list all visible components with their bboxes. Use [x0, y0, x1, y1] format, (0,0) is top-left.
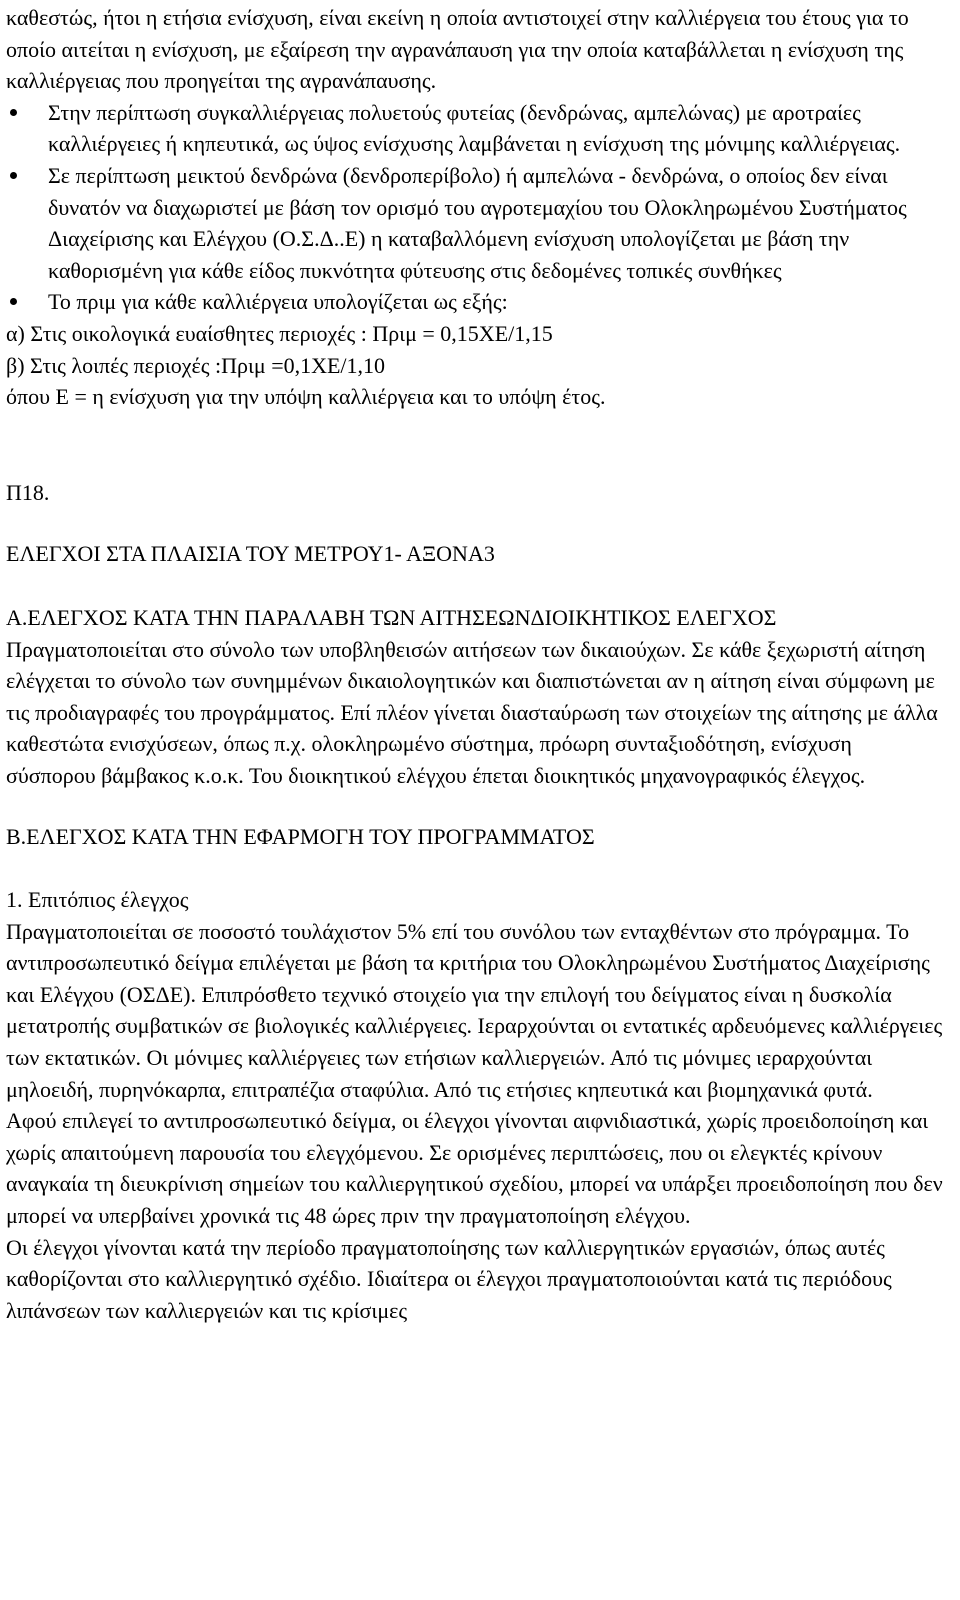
bullet-item [6, 97, 946, 160]
item-title: 1. Επιτόπιος έλεγχος [6, 887, 189, 913]
formula-line-a: α) Στις οικολογικά ευαίσθητες περιοχές : Πριμ = 0,15ΧΕ/1,15 [6, 320, 553, 346]
subsection-b-heading: Β.ΕΛΕΓΧΟΣ ΚΑΤΑ ΤΗΝ ΕΦΑΡΜΟΓΗ ΤΟΥ ΠΡΟΓΡΑΜΜΑΤΟΣ [6, 824, 595, 850]
formula-line-b: β) Στις λοιπές περιοχές :Πριμ =0,1ΧΕ/1,10 [6, 352, 386, 378]
body-paragraph: Πραγματοποιείται σε ποσοστό τουλάχιστον 5% επί του συνόλου των ενταχθέντων στο πρόγραμμα. Το αντιπροσωπευτικό δείγμα επιλέγεται με βάση τα κριτήρια του Ολοκληρωμένου Συστήματος Διαχείρισης και Ελέγχου (ΟΣΔΕ). Επιπρόσθετο τεχνικό στοιχείο για την επιλογή του δείγματος είναι η δυσκολία μετατροπής συμβατικών σε βιολογικές καλλιέργειες. Ιεραρχούνται οι εντατικές αρδευόμενες καλλιέργειες των εκτατικών. Οι μόνιμες καλλιέργειες των ετήσιων καλλιεργειών. Από τις μόνιμες ιεραρχούνται μηλοειδή, πυρηνόκαρπα, επιτραπέζια σταφύλια. Από τις ετήσιες κηπευτικά και βιομηχανικά φυτά. [6, 918, 943, 1102]
bullet-dot-icon [10, 298, 17, 305]
bullet-list [6, 97, 946, 318]
subsection-a-heading: Α.ΕΛΕΓΧΟΣ ΚΑΤΑ ΤΗΝ ΠΑΡΑΛΑΒΗ ΤΩΝ ΑΙΤΗΣΕΩΝΔΙΟΙΚΗΤΙΚΟΣ ΕΛΕΓΧΟΣ [6, 604, 777, 630]
body-paragraph: Αφού επιλεγεί το αντιπροσωπευτικό δείγμα, οι έλεγχοι γίνονται αιφνιδιαστικά, χωρίς προειδοποίηση και χωρίς απαιτούμενη παρουσία του ελεγχόμενου. Σε ορισμένες περιπτώσεις, που οι ελεγκτές κρίνουν αναγκαία τη διευκρίνιση σημείων του καλλιεργητικού σχεδίου, μπορεί να υπάρξει προειδοποίηση που δεν μπορεί να υπερβαίνει χρονικά τις 48 ώρες πριν την πραγματοποίηση ελέγχου. [6, 1108, 943, 1228]
bullet-item [6, 160, 946, 286]
section-code: Π18. [6, 479, 50, 505]
bullet-dot-icon [10, 172, 17, 179]
formula-note: όπου Ε = η ενίσχυση για την υπόψη καλλιέργεια και το υπόψη έτος. [6, 384, 606, 410]
document-page [6, 2, 946, 1326]
section-title: ΕΛΕΓΧΟΙ ΣΤΑ ΠΛΑΙΣΙΑ ΤΟΥ ΜΕΤΡΟΥ1- ΑΞΟΝΑ3 [6, 541, 495, 567]
bullet-dot-icon [10, 109, 17, 116]
bullet-text: Το πριμ για κάθε καλλιέργεια υπολογίζεται ως εξής: [48, 289, 508, 315]
bullet-item [6, 286, 946, 318]
bullet-text: Στην περίπτωση συγκαλλιέργειας πολυετούς φυτείας (δενδρώνας, αμπελώνας) με αροτραίες καλλιέργειες ή κηπευτικά, ως ύψος ενίσχυσης λαμβάνεται η ενίσχυση της μόνιμης καλλιέργειας. [48, 99, 901, 157]
subsection-a-body: Πραγματοποιείται στο σύνολο των υποβληθεισών αιτήσεων των δικαιούχων. Σε κάθε ξεχωριστή αίτηση ελέγχεται το σύνολο των συνημμένων δικαιολογητικών και διαπιστώνεται αν η αίτηση είναι σύμφωνη με τις προδιαγραφές του προγράμματος. Επί πλέον γίνεται διασταύρωση των στοιχείων της αίτησης με άλλα καθεστώτα ενισχύσεων, όπως π.χ. ολοκληρωμένο σύστημα, πρόωρη συνταξιοδότηση, ενίσχυση σύσπορου βάμβακος κ.ο.κ. Του διοικητικού ελέγχου έπεται διοικητικός μηχανογραφικός έλεγχος. [6, 636, 938, 788]
bullet-text: Σε περίπτωση μεικτού δενδρώνα (δενδροπερίβολο) ή αμπελώνα - δενδρώνα, ο οποίος δεν είναι δυνατόν να διαχωριστεί με βάση τον ορισμό του αγροτεμαχίου του Ολοκληρωμένου Συστήματος Διαχείρισης και Ελέγχου (Ο.Σ.Δ..Ε) η καταβαλλόμενη ενίσχυση υπολογίζεται με βάση την καθορισμένη για κάθε είδος πυκνότητα φύτευσης στις δεδομένες τοπικές συνθήκες [48, 162, 907, 283]
intro-paragraph: καθεστώς, ήτοι η ετήσια ενίσχυση, είναι εκείνη η οποία αντιστοιχεί στην καλλιέργεια του έτους για το οποίο αιτείται η ενίσχυση, με εξαίρεση την αγρανάπαυση για την οποία καταβάλλεται η ενίσχυση της καλλιέργειας που προηγείται της αγρανάπαυσης. [6, 5, 909, 94]
body-paragraph: Οι έλεγχοι γίνονται κατά την περίοδο πραγματοποίησης των καλλιεργητικών εργασιών, όπως αυτές καθορίζονται στο καλλιεργητικό σχέδιο. Ιδιαίτερα οι έλεγχοι πραγματοποιούνται κατά τις περιόδους λιπάνσεων των καλλιεργειών και τις κρίσιμες [6, 1234, 892, 1323]
